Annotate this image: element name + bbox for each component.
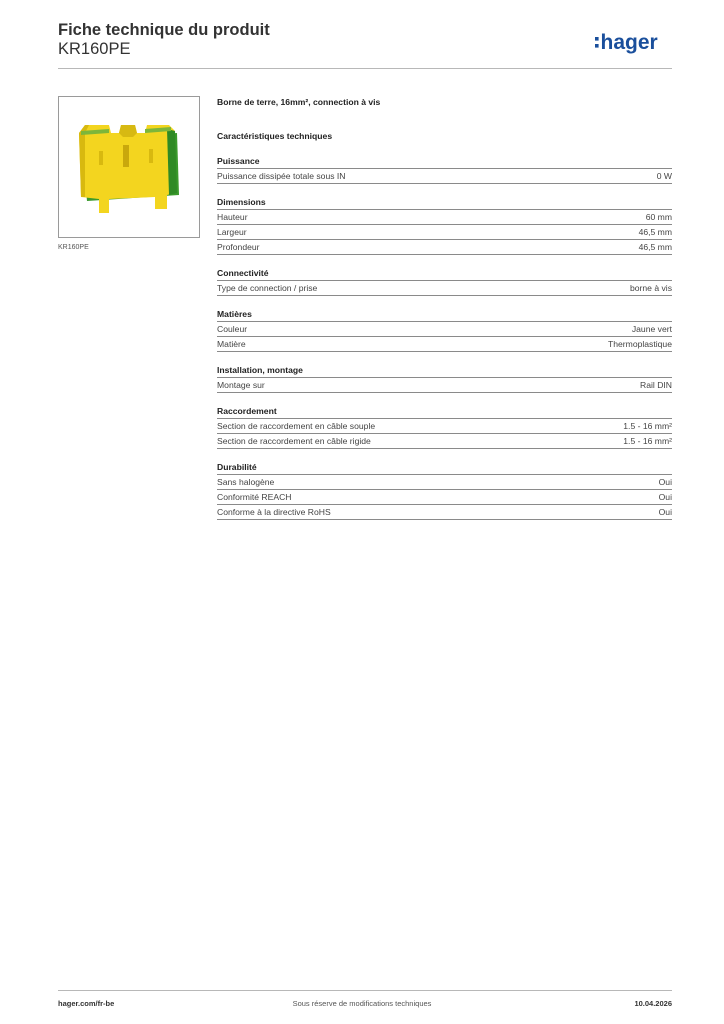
- specs-heading: Caractéristiques techniques: [217, 131, 333, 141]
- spec-label: Sans halogène: [217, 477, 275, 487]
- spec-group-title: Dimensions: [217, 196, 672, 210]
- spec-value: 1.5 - 16 mm²: [623, 421, 672, 431]
- spec-label: Section de raccordement en câble souple: [217, 421, 376, 431]
- spec-label: Matière: [217, 339, 246, 349]
- spec-row: [217, 322, 672, 337]
- spec-value: borne à vis: [629, 283, 672, 293]
- spec-value: 1.5 - 16 mm²: [623, 436, 672, 446]
- spec-row: [217, 240, 672, 255]
- spec-value: 60 mm: [645, 212, 672, 222]
- image-caption: KR160PE: [58, 244, 89, 251]
- spec-row: [217, 225, 672, 240]
- spec-group-title: Installation, montage: [217, 364, 672, 378]
- spec-value: Jaune vert: [631, 324, 672, 334]
- spec-label: Montage sur: [217, 380, 265, 390]
- spec-label: Section de raccordement en câble rigide: [217, 436, 371, 446]
- spec-row: [217, 210, 672, 225]
- spec-value: 46,5 mm: [638, 242, 672, 252]
- spec-value: Thermoplastique: [607, 339, 672, 349]
- spec-group-title: Puissance: [217, 155, 672, 169]
- spec-group-title: Matières: [217, 308, 672, 322]
- specifications: [217, 95, 672, 520]
- spec-group: [217, 308, 672, 352]
- spec-value: 46,5 mm: [638, 227, 672, 237]
- spec-group: [217, 267, 672, 296]
- footer-date: 10.04.2026: [634, 999, 672, 1008]
- spec-value: Oui: [658, 507, 672, 517]
- spec-value: Rail DIN: [640, 380, 672, 390]
- product-image-frame: [58, 96, 200, 238]
- product-description: Borne de terre, 16mm², connection à vis: [217, 97, 381, 107]
- footer-website: hager.com/fr-be: [58, 999, 115, 1008]
- spec-label: Puissance dissipée totale sous IN: [217, 171, 346, 181]
- spec-row: [217, 505, 672, 520]
- spec-value: Oui: [658, 477, 672, 487]
- spec-groups: [217, 155, 672, 520]
- spec-group: [217, 196, 672, 255]
- spec-row: [217, 434, 672, 449]
- spec-label: Profondeur: [217, 242, 260, 252]
- spec-value: 0 W: [656, 171, 672, 181]
- page-title: Fiche technique du produit: [58, 21, 270, 39]
- footer-divider: [58, 990, 672, 991]
- spec-label: Largeur: [217, 227, 247, 237]
- spec-row: [217, 337, 672, 352]
- spec-row: [217, 490, 672, 505]
- spec-row: [217, 419, 672, 434]
- spec-label: Couleur: [217, 324, 248, 334]
- spec-value: Oui: [658, 492, 672, 502]
- product-image: [59, 97, 199, 237]
- product-code: KR160PE: [58, 40, 131, 58]
- spec-group: [217, 405, 672, 449]
- spec-label: Hauteur: [217, 212, 248, 222]
- spec-group-title: Raccordement: [217, 405, 672, 419]
- spec-group: [217, 461, 672, 520]
- spec-row: [217, 475, 672, 490]
- hager-logo: [594, 27, 674, 57]
- spec-label: Conformité REACH: [217, 492, 292, 502]
- spec-row: [217, 169, 672, 184]
- spec-row: [217, 281, 672, 296]
- spec-label: Type de connection / prise: [217, 283, 318, 293]
- spec-group: [217, 155, 672, 184]
- spec-label: Conforme à la directive RoHS: [217, 507, 331, 517]
- spec-row: [217, 378, 672, 393]
- spec-group: [217, 364, 672, 393]
- spec-group-title: Durabilité: [217, 461, 672, 475]
- footer-disclaimer: Sous réserve de modifications techniques: [292, 999, 432, 1008]
- spec-group-title: Connectivité: [217, 267, 672, 281]
- logo-text: hager: [600, 31, 658, 54]
- header-divider: [58, 68, 672, 69]
